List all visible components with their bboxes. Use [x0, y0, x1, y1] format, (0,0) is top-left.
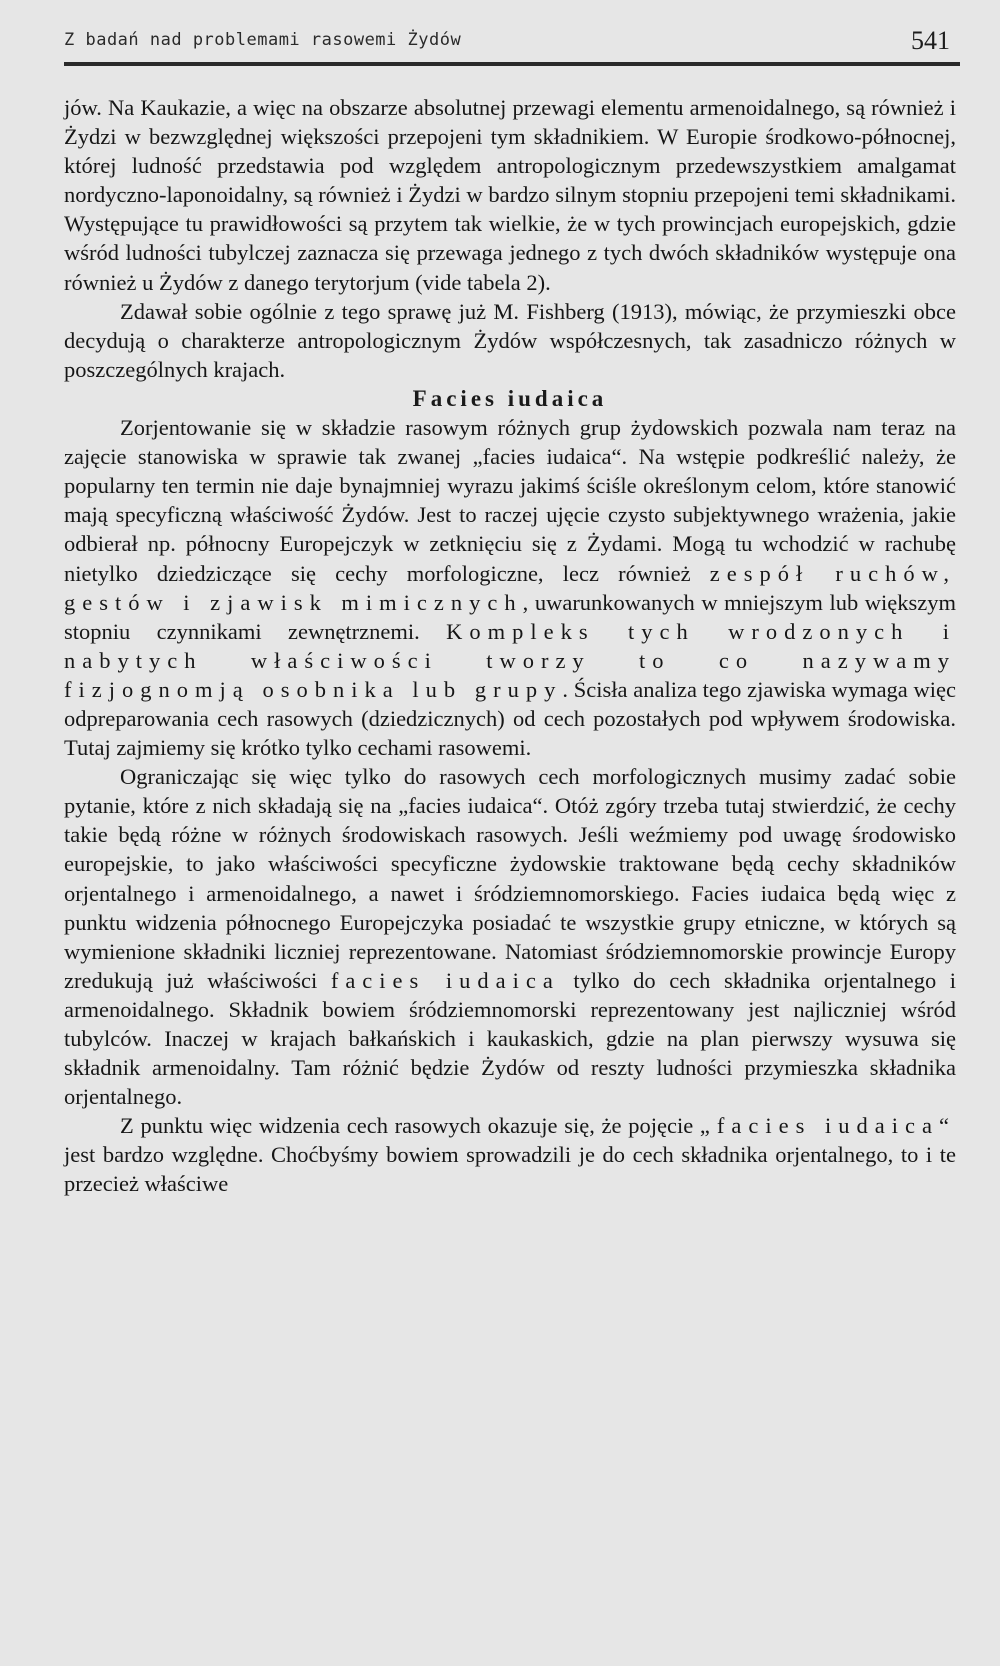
text-run: . Ścisła analiza tego zjawiska wymaga więc odpreparowania cech rasowych (dziedzicznych) od cech pozostałych pod wpływem środowiska. Tutaj zajmiemy się krótko tylko cechami rasowemi.: [64, 676, 956, 761]
header-rule: [64, 62, 960, 66]
text-run: tylko do cech składnika orjentalnego i armenoidalnego. Składnik bowiem śródziemnomorski reprezentowany jest najliczniej wśród tubylców. Inaczej w krajach bałkańskich i kaukaskich, gdzie na plan pierwszy wysuwa się składnik armenoidalny. Tam różnić będzie Żydów od reszty ludności przymieszka składnika orjentalnego.: [64, 967, 957, 1110]
page-number: 541: [911, 26, 950, 55]
spaced-emphasis: „facies iudaica“: [699, 1113, 957, 1139]
spaced-emphasis: facies iudaica: [330, 967, 560, 993]
running-header: [64, 22, 960, 62]
text-run: Ograniczając się więc tylko do rasowych cech morfologicznych musimy zadać sobie pytanie, które z nich składają się na „facies iudaica“. Otóż zgóry trzeba tutaj stwierdzić, że cechy takie będą różne w różnych środowiskach rasowych. Jeśli weźmiemy pod uwagę środowisko europejskie, to jako właściwości specyficzne żydowskie traktowane będą cechy składników orjentalnego i armenoidalnego, a nawet i śródziemnomorskiego. Facies iudaica będą więc z punktu widzenia północnego Europejczyka posiadać te wszystkie grupy etniczne, w których są wymienione składniki liczniej reprezentowane. Natomiast śródziemnomorskie prowincje Europy zredukują już właściwości: [64, 764, 956, 993]
text-run: jest bardzo względne. Choćbyśmy bowiem sprowadzili je do cech składnika orjentalnego, to i te przecież właściwe: [64, 1142, 956, 1197]
paragraph-continuation: jów. Na Kaukazie, a więc na obszarze absolutnej przewagi elementu armenoidalnego, są również i Żydzi w bezwzględnej większości przepojeni tym składnikiem. W Europie środkowo-północnej, której ludność przedstawia pod względem antropologicznym przedewszystkiem amalgamat nordyczno-laponoidalny, są również i Żydzi w bardzo silnym stopniu przepojeni temi składnikami. Występujące tu prawidłowości są przytem tak wielkie, że w tych prowincjach europejskich, gdzie wśród ludności tubylczej zaznacza się przewaga jednego z tych dwóch składników występuje ona również u Żydów z danego terytorjum (vide tabela 2).: [64, 95, 956, 295]
text-run: , uwarunkowanych w mniejszym lub większym stopniu czynnikami zewnętrznemi.: [64, 589, 956, 644]
spaced-emphasis: Kompleks tych wrodzonych i nabytych właściwości tworzy to co nazywamy fizjognomją osobnika lub grupy: [64, 618, 957, 702]
section-heading: Facies iudaica: [412, 385, 608, 411]
paragraph-orientation: [64, 413, 956, 762]
text-run: Z punktu więc widzenia cech rasowych okazuje się, że pojęcie: [120, 1113, 700, 1139]
paragraph-limitation: [64, 762, 956, 1111]
running-title: Z badań nad problemami rasowemi Żydów: [64, 30, 462, 50]
spaced-emphasis: zespół ruchów, gestów i zjawisk mimicznych: [64, 560, 957, 615]
text-run: Zorjentowanie się w składzie rasowym różnych grup żydowskich pozwala nam teraz na zajęcie stanowiska w sprawie tak zwanej „facies iudaica“. Na wstępie podkreślić należy, że popularny ten termin nie daje bynajmniej wyrazu jakimś ściśle określonym celom, które stanowić mają specyficzną właściwość Żydów. Jest to raczej ujęcie czysto subjektywnego wrażenia, jakie odbierał np. północny Europejczyk w zetknięciu się z Żydami. Mogą tu wchodzić w rachubę nietylko dziedziczące się cechy morfologiczne, lecz również: [64, 415, 956, 586]
paragraph-relativity: [64, 1111, 956, 1198]
paragraph-fishberg: Zdawał sobie ogólnie z tego sprawę już M. Fishberg (1913), mówiąc, że przymieszki obce decydują o charakterze antropologicznym Żydów współczesnych, tak zasadniczo różnych w poszczególnych krajach.: [64, 298, 956, 382]
body-text: [64, 93, 956, 1199]
